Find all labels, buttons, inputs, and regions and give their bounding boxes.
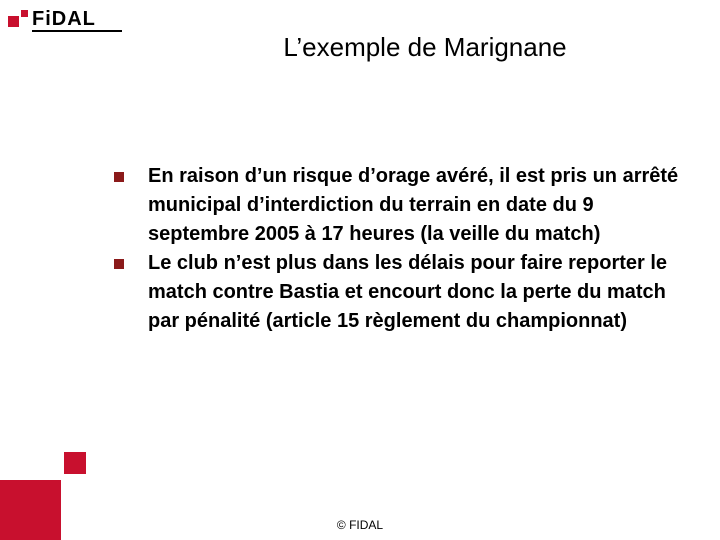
bullet-text: En raison d’un risque d’orage avéré, il est pris un arrêté municipal d’interdiction du terrain en date du 9 septembre 2005 à 17 heures (la veille du match)	[148, 165, 679, 245]
bullet-item	[112, 162, 692, 249]
square-bullet-icon	[114, 172, 124, 182]
bullet-item	[112, 249, 692, 336]
bullet-text: Le club n’est plus dans les délais pour faire reporter le match contre Bastia et encourt donc la perte du match par pénalité (article 15 règlement du championnat)	[148, 252, 668, 332]
slide-title: L’exemple de Marignane	[283, 32, 567, 62]
decorative-small-square	[64, 452, 86, 474]
logo-mark-small-square	[21, 10, 28, 17]
logo-underline	[32, 30, 122, 32]
copyright-footer: © FIDAL	[336, 518, 384, 532]
logo-mark-square	[8, 16, 19, 27]
square-bullet-icon	[114, 259, 124, 269]
logo-text: FiDAL	[32, 8, 96, 30]
bullet-list	[112, 162, 692, 336]
decorative-large-square	[0, 480, 61, 540]
fidal-logo	[8, 6, 118, 32]
